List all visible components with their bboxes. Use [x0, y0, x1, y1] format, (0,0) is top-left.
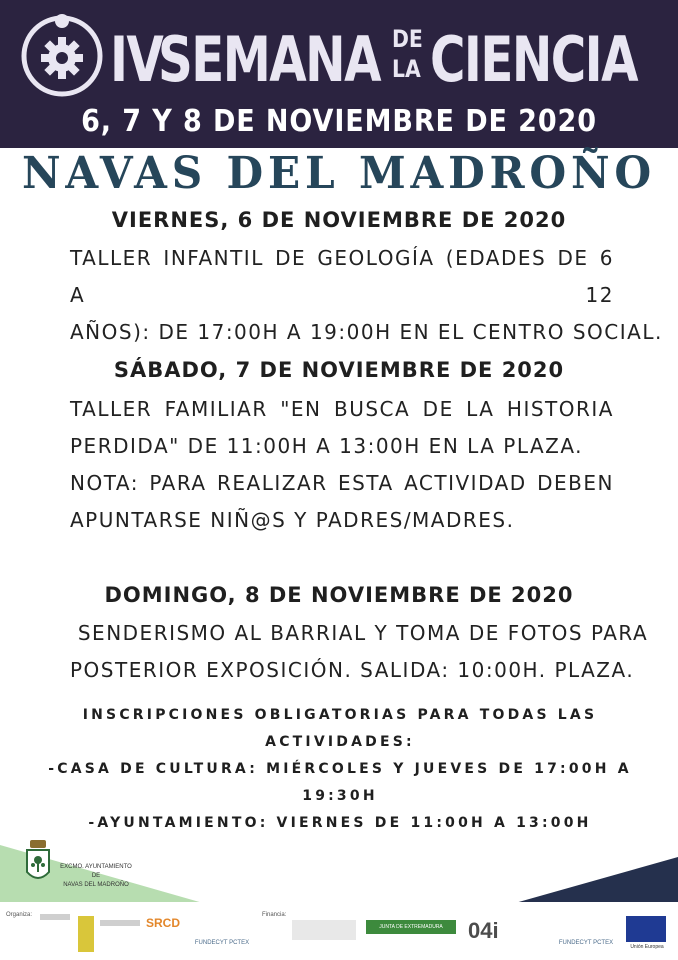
title-de: DE — [392, 25, 423, 53]
organizer-logo — [40, 914, 70, 920]
header-banner — [0, 0, 678, 148]
junta-extremadura-logo: JUNTA DE EXTREMADURA — [366, 920, 456, 934]
inscriptions-line: -AYUNTAMIENTO: VIERNES DE 11:00H A 13:00H — [88, 815, 592, 831]
town-coat-of-arms-icon — [24, 838, 52, 888]
description-line: PERDIDA" DE 11:00H A 13:00H EN LA PLAZA. — [70, 434, 584, 458]
srcd-logo: SRCD — [146, 916, 181, 930]
description-line: APUNTARSE NIÑ@S Y PADRES/MADRES. — [70, 508, 515, 532]
description-line: POSTERIOR EXPOSICIÓN. SALIDA: 10:00H. PLAZA. — [70, 658, 635, 682]
organiza-label: Organiza: — [6, 912, 33, 918]
town-hall-label — [56, 863, 136, 890]
eu-label: Unión Europea — [630, 944, 664, 950]
description-line: TALLER FAMILIAR "EN BUSCA DE LA HISTORIA — [70, 397, 614, 421]
eu-flag-icon — [626, 916, 666, 942]
fundecyt-logo-2: FUNDECYT PCTEX — [558, 940, 614, 946]
feder-logo — [292, 920, 356, 940]
footer-navy-accent — [508, 857, 678, 905]
day-description-sunday — [70, 615, 649, 689]
description-line: AÑOS): DE 17:00H A 19:00H EN EL CENTRO SOCIAL. — [70, 320, 663, 344]
ix-logo — [78, 916, 94, 952]
inscriptions-line: INSCRIPCIONES OBLIGATORIAS PARA TODAS LAS — [82, 707, 598, 723]
title-iv: IV — [110, 23, 163, 96]
title-la: LA — [392, 55, 421, 83]
town-hall-line: NAVAS DEL MADROÑO — [63, 882, 129, 888]
description-line: SENDERISMO AL BARRIAL Y TOMA DE FOTOS PARA — [70, 621, 649, 645]
fundecyt-logo: FUNDECYT PCTEX — [194, 940, 250, 946]
inscriptions-line: 19:30H — [302, 788, 378, 804]
inscriptions-line: -CASA DE CULTURA: MIÉRCOLES Y JUEVES DE 17:00H A — [48, 761, 632, 777]
inscriptions-info — [40, 702, 640, 837]
title-ciencia: CIENCIA — [430, 23, 637, 96]
town-name: NAVAS DEL MADROÑO — [21, 148, 657, 199]
description-line: NOTA: PARA REALIZAR ESTA ACTIVIDAD DEBEN — [70, 471, 614, 495]
day-description-friday — [70, 240, 663, 351]
town-hall-line: EXCMO. AYUNTAMIENTO DE — [60, 864, 132, 879]
inscriptions-line: ACTIVIDADES: — [265, 734, 415, 750]
04i-logo: 04i — [468, 918, 499, 943]
title-semana: SEMANA — [158, 23, 380, 96]
day-title-sunday: DOMINGO, 8 DE NOVIEMBRE DE 2020 — [104, 583, 574, 607]
organizer-text-logo — [100, 920, 140, 926]
event-dates: 6, 7 Y 8 DE NOVIEMBRE DE 2020 — [81, 104, 597, 139]
day-title-saturday: SÁBADO, 7 DE NOVIEMBRE DE 2020 — [113, 358, 565, 382]
science-gear-logo-icon — [18, 12, 106, 100]
day-description-saturday — [70, 391, 614, 539]
day-title-friday: VIERNES, 6 DE NOVIEMBRE DE 2020 — [111, 208, 567, 232]
description-line: TALLER INFANTIL DE GEOLOGÍA (EDADES DE 6 A 12 — [70, 246, 614, 307]
financia-label: Financia: — [262, 912, 287, 918]
